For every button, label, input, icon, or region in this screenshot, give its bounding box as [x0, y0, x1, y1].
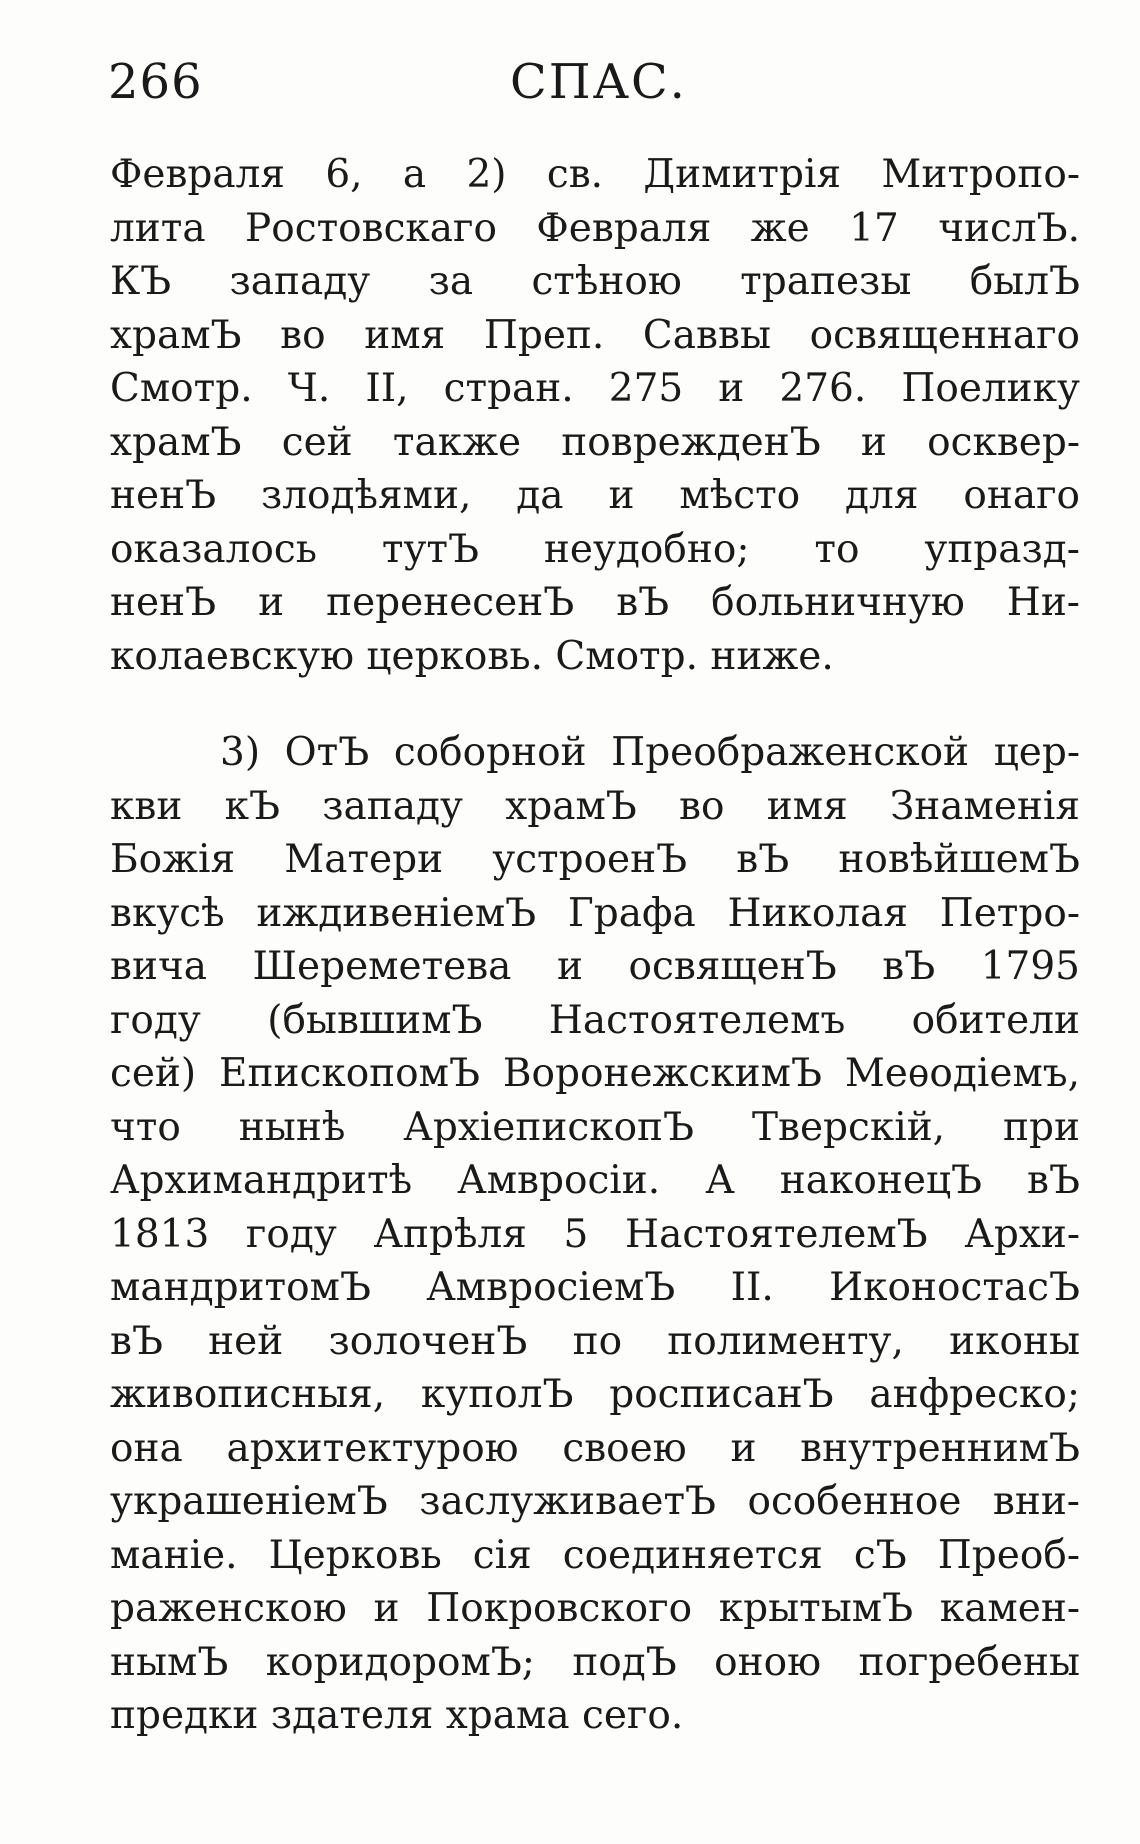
- text-line: она архитектурою своею и внутреннимЪ: [110, 1425, 1080, 1471]
- text-line: колаевскую церковь. Смотр. ниже.: [110, 633, 834, 679]
- text-line: вкусѣ иждивеніемЪ Графа Николая Петро-: [110, 890, 1080, 936]
- text-line: кви кЪ западу храмЪ во имя Знаменія: [110, 783, 1080, 829]
- paragraph-2: [110, 726, 1080, 1743]
- text-line: оказалось тутЪ неудобно; то упразд-: [110, 526, 1080, 572]
- text-line: предки здателя храма сего.: [110, 1693, 684, 1738]
- text-line: Смотр. Ч. II, стран. 275 и 276. Поелику: [110, 366, 1080, 411]
- text-line: 3) ОтЪ соборной Преображенской цер-: [220, 730, 1080, 775]
- text-line: мандритомЪ АмвросіемЪ II. ИконостасЪ: [110, 1265, 1080, 1310]
- text-line: Божія Матери устроенЪ вЪ новѣйшемЪ: [110, 837, 1080, 882]
- text-line: 1813 году Апрѣля 5 НастоятелемЪ Архи-: [110, 1211, 1080, 1257]
- text-line: ненЪ злодѣями, да и мѣсто для онаго: [110, 473, 1080, 518]
- text-line: Февраля 6, а 2) св. Димитрія Митропо-: [110, 152, 1080, 197]
- text-line: ненЪ и перенесенЪ вЪ больничную Ни-: [110, 580, 1080, 625]
- text-line: что нынѣ АрхіепископЪ Тверскій, при: [110, 1104, 1080, 1150]
- text-line: храмЪ сей также поврежденЪ и осквер-: [110, 419, 1080, 465]
- paragraph-1: [110, 148, 1080, 683]
- text-line: вЪ ней золоченЪ по полименту, иконы: [110, 1318, 1080, 1364]
- text-line: живописныя, куполЪ росписанЪ анфреско;: [110, 1372, 1080, 1417]
- page-number: 266: [108, 54, 203, 110]
- text-line: году (бывшимЪ Настоятелемъ обители: [110, 997, 1080, 1043]
- text-line: раженскою и Покровского крытымЪ камен-: [110, 1586, 1080, 1631]
- text-line: нымЪ коридоромЪ; подЪ оною погребены: [110, 1639, 1080, 1685]
- page-header: [100, 48, 1080, 118]
- text-line: сей) ЕпископомЪ ВоронежскимЪ Меѳодіемъ,: [110, 1051, 1080, 1096]
- text-line: украшеніемЪ заслуживаетЪ особенное вни-: [110, 1479, 1080, 1524]
- text-line: вича Шереметева и освященЪ вЪ 1795: [110, 944, 1080, 989]
- text-line: КЪ западу за стѣною трапезы былЪ: [110, 259, 1080, 304]
- running-title: СПАС.: [510, 54, 687, 110]
- text-line: лита Ростовскаго Февраля же 17 числЪ.: [110, 205, 1080, 251]
- text-line: Архимандритѣ Амвросіи. А наконецЪ вЪ: [110, 1158, 1080, 1203]
- text-line: храмЪ во имя Преп. Саввы освященнаго: [110, 312, 1080, 358]
- text-line: маніе. Церковь сія соединяется сЪ Преоб-: [110, 1532, 1080, 1578]
